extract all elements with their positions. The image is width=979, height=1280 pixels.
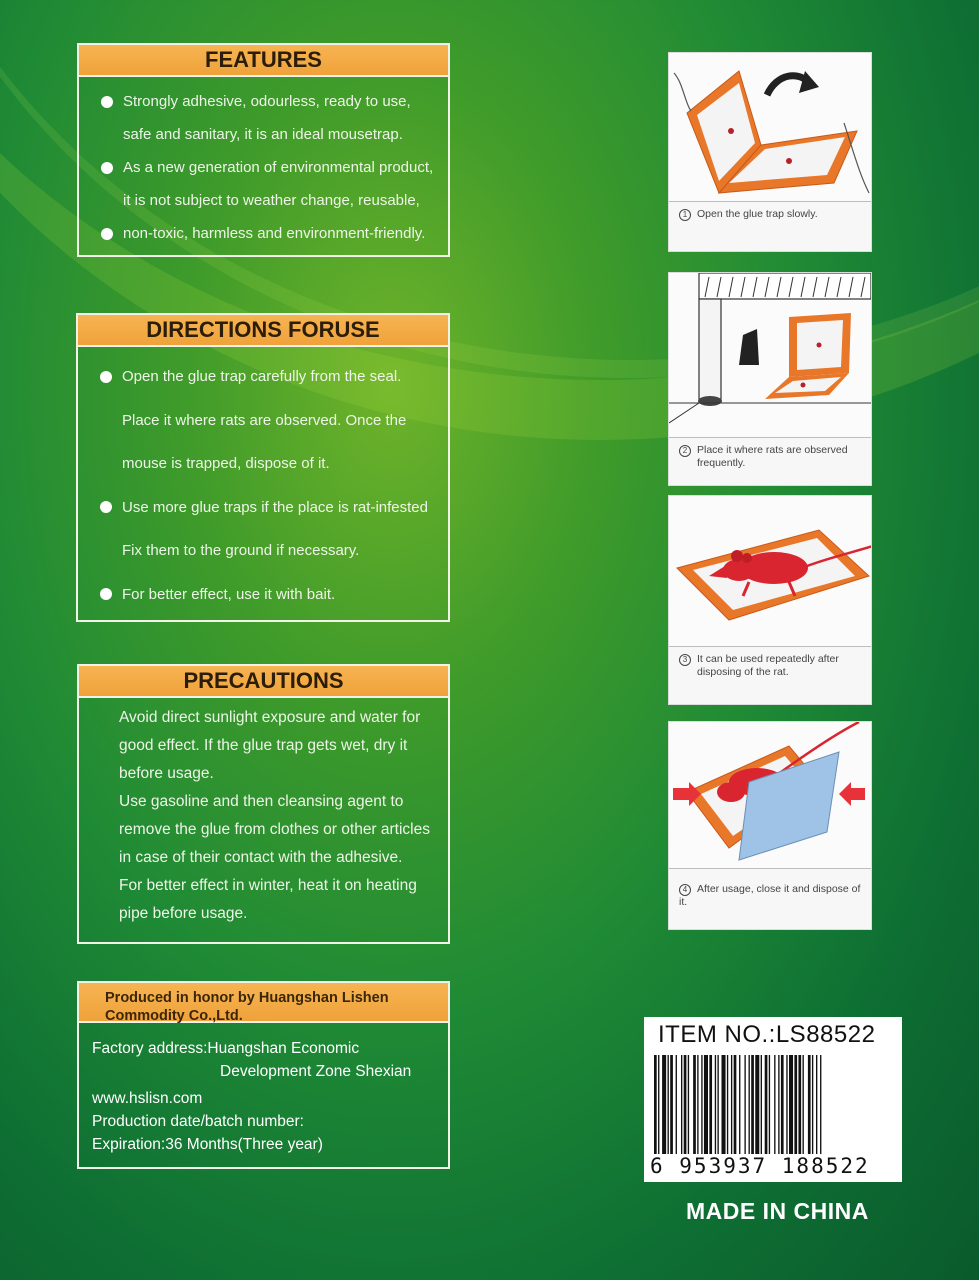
- features-line: As a new generation of environmental product,: [97, 151, 434, 184]
- precautions-line: Use gasoline and then cleansing agent to: [119, 793, 404, 810]
- precautions-line: good effect. If the glue trap gets wet, dry it: [119, 737, 408, 754]
- features-line: safe and sanitary, it is an ideal mousetrap.: [123, 126, 403, 143]
- website: www.hslisn.com: [92, 1090, 203, 1107]
- expiration: Expiration:36 Months(Three year): [92, 1136, 323, 1153]
- step-number: 2: [679, 445, 691, 457]
- trapped-rat-illustration: [669, 496, 871, 646]
- step-2-illustration: [669, 273, 871, 438]
- step-number: 1: [679, 209, 691, 221]
- directions-line: For better effect, use it with bait.: [96, 573, 434, 617]
- directions-line: Fix them to the ground if necessary.: [122, 542, 360, 559]
- step-caption-text: It can be used repeatedly after: [697, 653, 839, 665]
- directions-line: Place it where rats are observed. Once the: [122, 411, 407, 429]
- precautions-line: in case of their contact with the adhesive.: [119, 849, 403, 866]
- step-caption-text: frequently.: [697, 457, 746, 469]
- step-card-1: [668, 52, 872, 252]
- precautions-body: [79, 698, 448, 928]
- producer-heading: [79, 983, 448, 1023]
- step-1-caption: [669, 202, 871, 221]
- step-caption-text: Place it where rats are observed: [697, 444, 848, 456]
- producer-body: [79, 1023, 448, 1156]
- step-1-illustration: [669, 53, 871, 202]
- production-date: Production date/batch number:: [92, 1113, 304, 1130]
- directions-panel: [76, 313, 450, 622]
- features-line: it is not subject to weather change, reusable,: [123, 192, 420, 209]
- producer-panel: [77, 981, 450, 1169]
- step-card-2: [668, 272, 872, 486]
- producer-heading-line: Produced in honor by Huangshan Lishen: [105, 990, 389, 1006]
- barcode-label: [644, 1017, 902, 1182]
- step-card-4: [668, 721, 872, 930]
- precautions-panel: [77, 664, 450, 944]
- close-trap-illustration: [669, 722, 871, 868]
- directions-line: Use more glue traps if the place is rat-infested: [96, 486, 434, 530]
- step-3-caption: [669, 647, 871, 678]
- item-number: ITEM NO.:LS88522: [658, 1021, 876, 1048]
- directions-body: [78, 347, 448, 616]
- step-caption-text: disposing of the rat.: [697, 666, 789, 678]
- factory-address: Factory address:Huangshan Economic: [92, 1040, 360, 1057]
- precautions-line: Avoid direct sunlight exposure and water for: [119, 709, 421, 726]
- barcode-icon: [652, 1055, 894, 1159]
- open-trap-illustration: [669, 53, 871, 201]
- step-2-caption: [669, 438, 871, 469]
- step-4-illustration: [669, 722, 871, 869]
- features-title: FEATURES: [79, 45, 448, 77]
- producer-heading-line: Commodity Co.,Ltd.: [105, 1008, 243, 1024]
- directions-line: mouse is trapped, dispose of it.: [122, 455, 330, 472]
- barcode-digits: 6 953937 188522: [650, 1154, 870, 1178]
- precautions-line: before usage.: [119, 765, 214, 782]
- features-line: non-toxic, harmless and environment-friendly.: [97, 217, 434, 250]
- step-4-caption: [669, 869, 871, 908]
- made-in-china: MADE IN CHINA: [686, 1198, 869, 1224]
- features-line: Strongly adhesive, odourless, ready to use,: [97, 85, 434, 118]
- features-body: [79, 77, 448, 250]
- features-panel: [77, 43, 450, 257]
- precautions-line: For better effect in winter, heat it on heating: [119, 877, 417, 894]
- precautions-line: pipe before usage.: [119, 905, 248, 922]
- step-number: 3: [679, 654, 691, 666]
- step-caption-text: Open the glue trap slowly.: [697, 208, 818, 220]
- directions-line: Open the glue trap carefully from the seal.: [96, 355, 434, 399]
- factory-address-cont: Development Zone Shexian: [220, 1063, 412, 1080]
- step-caption-text: After usage, close it and dispose of it.: [679, 883, 861, 908]
- precautions-line: remove the glue from clothes or other articles: [119, 821, 430, 838]
- place-trap-illustration: [669, 273, 871, 437]
- directions-title: DIRECTIONS FORUSE: [78, 315, 448, 347]
- precautions-title: PRECAUTIONS: [79, 666, 448, 698]
- step-card-3: [668, 495, 872, 705]
- step-3-illustration: [669, 496, 871, 647]
- step-number: 4: [679, 884, 691, 896]
